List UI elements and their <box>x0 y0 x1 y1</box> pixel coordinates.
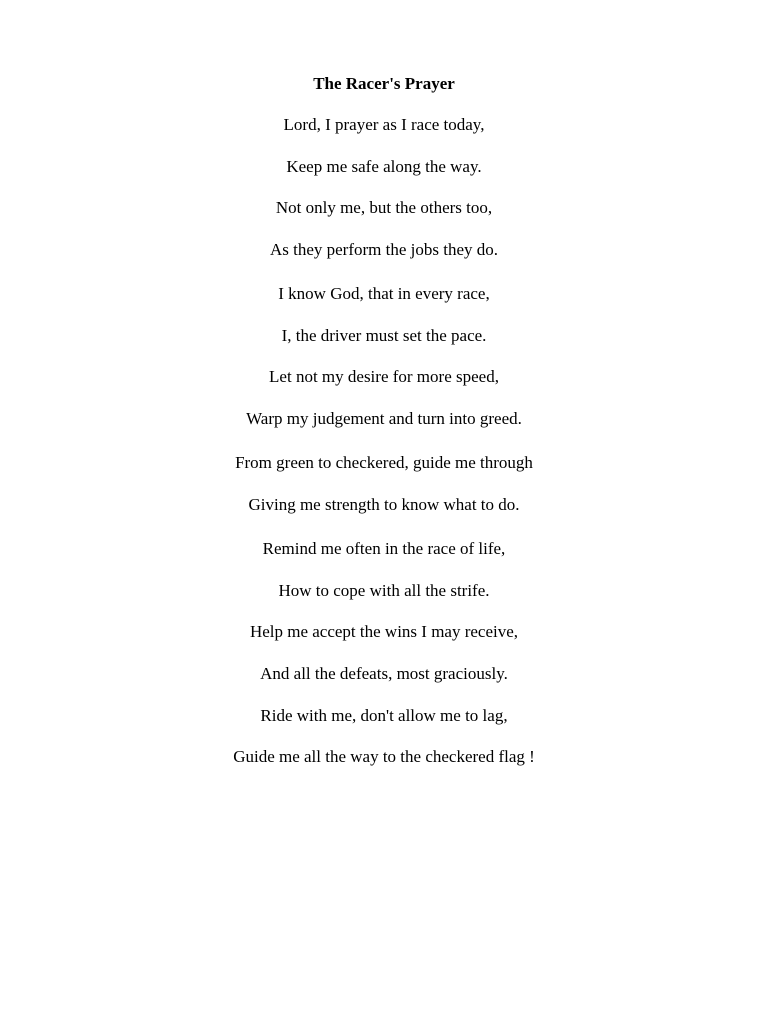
stanza-1 <box>0 113 768 262</box>
poem-line: Guide me all the way to the checkered flag ! <box>233 747 535 767</box>
stanza-3 <box>0 451 768 517</box>
stanza-2 <box>0 282 768 431</box>
poem-line: Ride with me, don't allow me to lag, <box>260 705 508 725</box>
poem-line: Help me accept the wins I may receive, <box>249 622 519 642</box>
poem-line: I, the driver must set the pace. <box>281 325 487 345</box>
poem-line: And all the defeats, most graciously. <box>260 663 508 683</box>
poem-title: The Racer's Prayer <box>313 74 455 93</box>
poem-line: I know God, that in every race, <box>278 284 490 304</box>
stanza-4 <box>0 537 768 769</box>
poem-line: Remind me often in the race of life, <box>262 538 506 558</box>
poem <box>0 72 768 789</box>
poem-line: Let not my desire for more speed, <box>269 367 499 387</box>
poem-line: Keep me safe along the way. <box>286 156 482 176</box>
poem-line: As they perform the jobs they do. <box>269 240 499 260</box>
poem-line: From green to checkered, guide me through <box>235 453 533 473</box>
poem-line: Warp my judgement and turn into greed. <box>246 409 522 429</box>
poem-line: Giving me strength to know what to do. <box>248 494 520 514</box>
poem-line: How to cope with all the strife. <box>278 580 490 600</box>
poem-line: Not only me, but the others too, <box>275 198 493 218</box>
poem-line: Lord, I prayer as I race today, <box>283 115 485 134</box>
